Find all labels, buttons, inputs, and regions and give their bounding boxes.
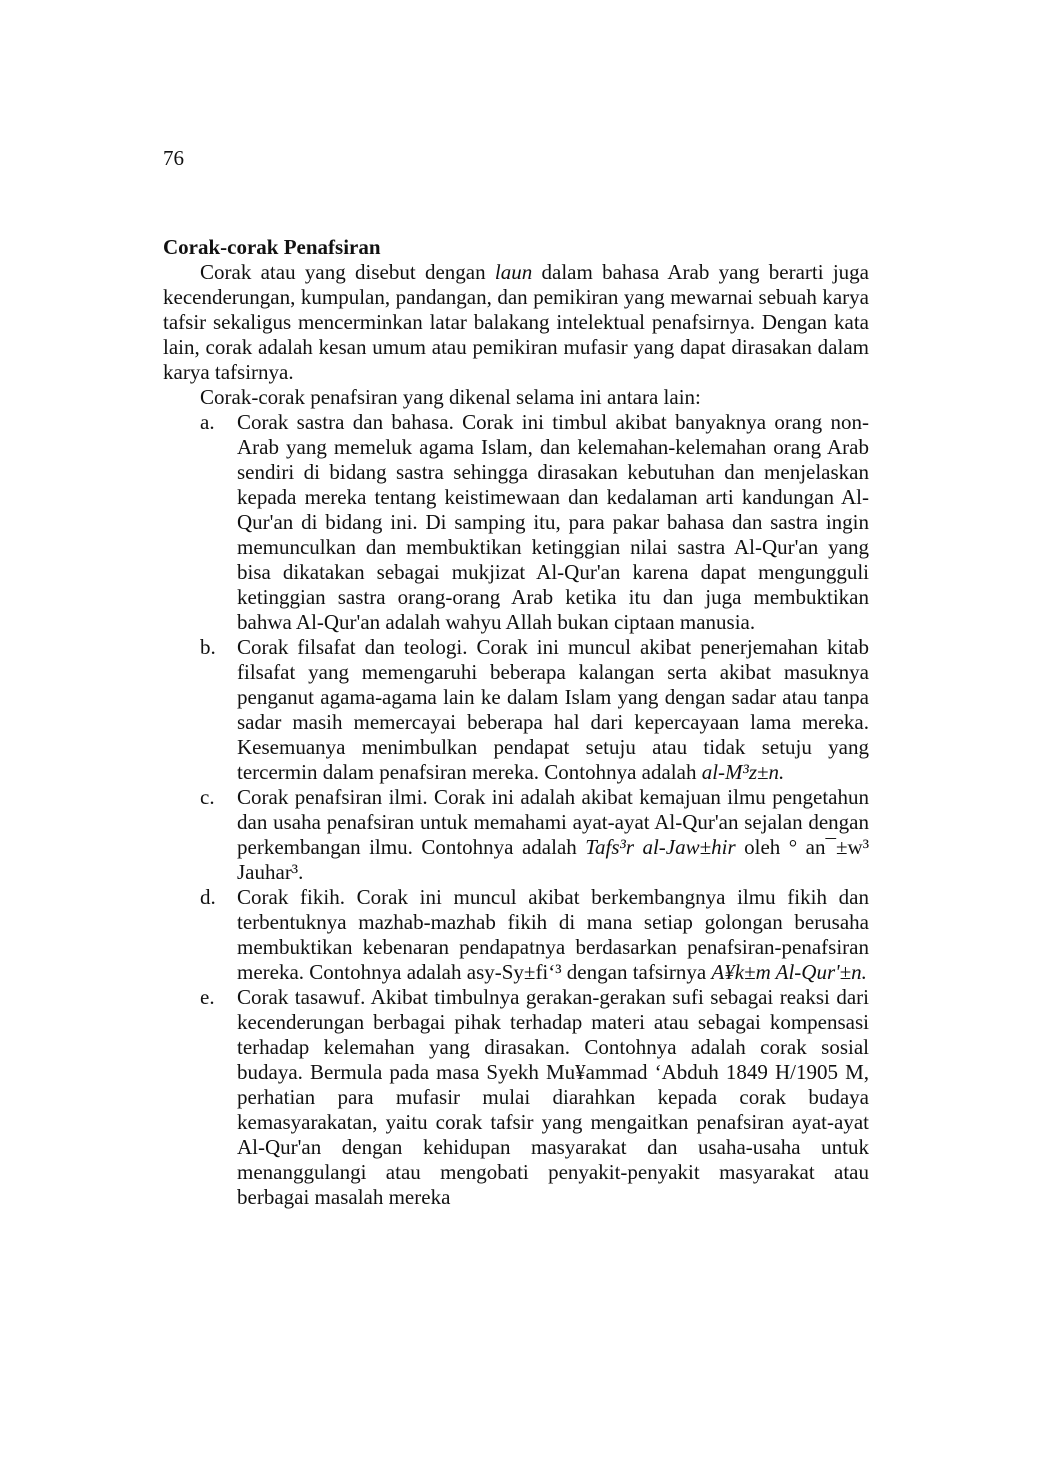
list-item-italic: A¥k±m Al-Qur'±n. [711, 960, 867, 984]
list-marker: a. [200, 410, 215, 434]
list-item-text: Corak filsafat dan teologi. Corak ini muncul akibat penerjemahan kitab filsafat yang memengaruhi beberapa kalangan serta akibat masuknya penganut agama-agama lain ke dalam Islam yang dengan sadar atau tanpa sadar masih memercayai beberapa hal dari kepercayaan lama mereka. Kesemuanya menimbulkan pendapat setuju atau tidak setuju yang tercermin dalam penafsiran mereka. Contohnya adalah [237, 635, 869, 784]
list-item-a [163, 410, 869, 635]
list-marker: d. [200, 885, 216, 909]
list-item-text: Corak fikih. Corak ini muncul akibat berkembangnya ilmu fikih dan terbentuknya mazhab-mazhab fikih di mana setiap golongan berusaha membuktikan kebenaran pendapatnya berdasarkan penafsiran-penafsiran mereka. Contohnya adalah asy-Sy±fi‘³ dengan tafsirnya [237, 885, 869, 984]
list-item-d [163, 885, 869, 985]
section-heading: Corak-corak Penafsiran [163, 235, 381, 259]
page-body [163, 235, 869, 1210]
list-item-c [163, 785, 869, 885]
intro-italic-term: laun [494, 260, 533, 284]
intro-text-1: Corak atau yang disebut dengan [200, 260, 495, 284]
corak-list [163, 410, 869, 1210]
list-item-italic: Tafs³r al-Jaw±hir [585, 835, 736, 859]
list-item-text-after: oleh ° an¯±w³ Jauhar³. [237, 835, 869, 884]
list-item-text: Corak sastra dan bahasa. Corak ini timbul akibat banyaknya orang non-Arab yang memeluk agama Islam, dan kelemahan-kelemahan orang Arab sendiri di bidang sastra sehingga dirasakan kebutuhan dan menjelaskan kepada mereka tentang keistimewaan dan kedalaman arti kandungan Al-Qur'an di bidang ini. Di samping itu, para pakar bahasa dan sastra ingin memunculkan dan membuktikan ketinggian nilai sastra Al-Qur'an yang bisa dikatakan sebagai mukjizat Al-Qur'an karena dapat mengungguli ketinggian sastra orang-orang Arab ketika itu dan juga membuktikan bahwa Al-Qur'an adalah wahyu Allah bukan ciptaan manusia. [237, 410, 869, 634]
intro-text-2: dalam bahasa Arab yang berarti juga kecenderungan, kumpulan, pandangan, dan pemikiran yang mewarnai sebuah karya tafsir sekaligus mencerminkan latar balakang intelektual penafsirnya. Dengan kata lain, corak adalah kesan umum atau pemikiran mufasir yang dapat dirasakan dalam karya tafsirnya. [163, 260, 869, 384]
list-item-text: Corak tasawuf. Akibat timbulnya gerakan-gerakan sufi sebagai reaksi dari kecenderungan berbagai pihak terhadap materi atau sebagai kompensasi terhadap kelemahan yang dirasakan. Contohnya adalah corak sosial budaya. Bermula pada masa Syekh Mu¥ammad ‘Abduh 1849 H/1905 M, perhatian para mufasir mulai diarahkan kepada corak budaya kemasyarakatan, yaitu corak tafsir yang mengaitkan penafsiran ayat-ayat Al-Qur'an dengan kehidupan masyarakat dan usaha-usaha untuk menanggulangi atau mengobati penyakit-penyakit masyarakat atau berbagai masalah mereka [237, 985, 869, 1209]
list-item-text: Corak penafsiran ilmi. Corak ini adalah akibat kemajuan ilmu pengetahun dan usaha penafsiran untuk memahami ayat-ayat Al-Qur'an sejalan dengan perkembangan ilmu. Contohnya adalah [237, 785, 869, 859]
page-number: 76 [163, 146, 184, 170]
list-item-e [163, 985, 869, 1210]
list-marker: b. [200, 635, 216, 659]
intro-paragraph [163, 260, 869, 385]
list-item-b [163, 635, 869, 785]
list-marker: e. [200, 985, 215, 1009]
list-intro: Corak-corak penafsiran yang dikenal selama ini antara lain: [200, 385, 701, 409]
list-marker: c. [200, 785, 215, 809]
list-item-italic: al-M³z±n. [701, 760, 785, 784]
